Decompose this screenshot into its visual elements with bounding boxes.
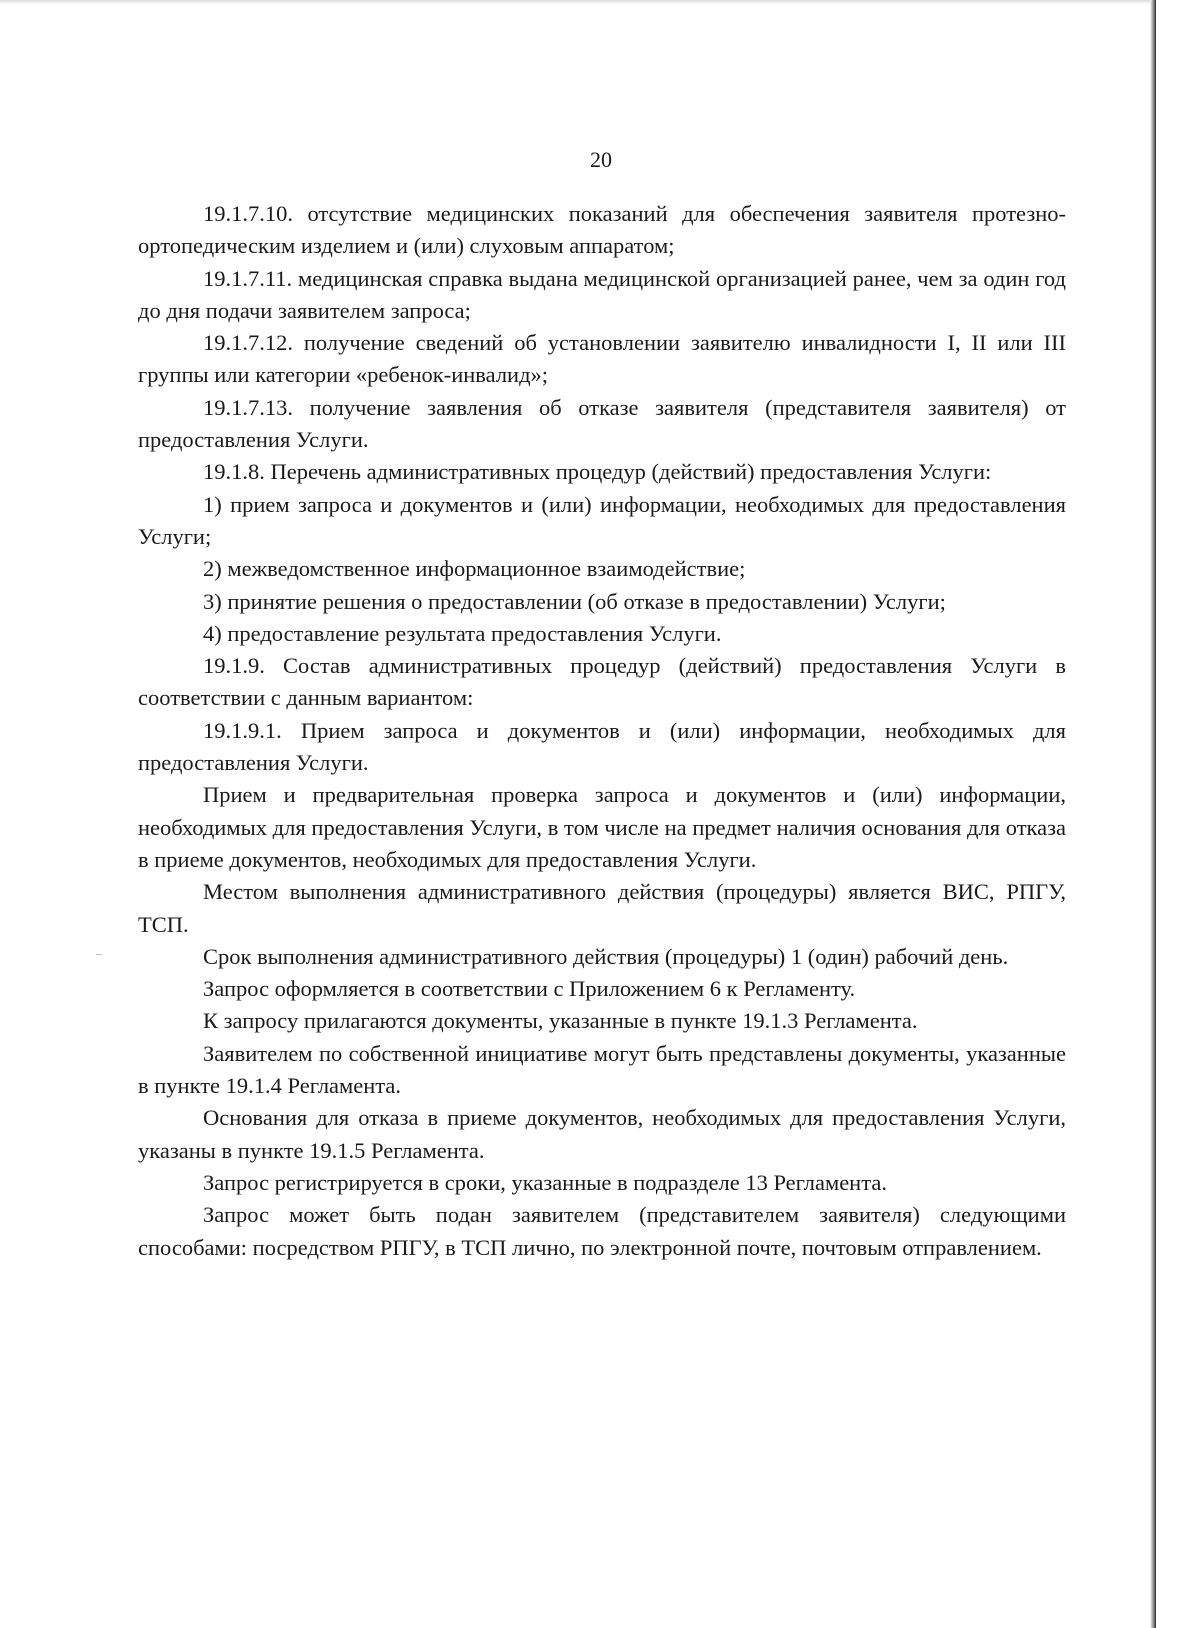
paragraph-attached-docs: К запросу прилагаются документы, указанные в пункте 19.1.3 Регламента.	[203, 1008, 918, 1034]
paragraph-refusal-grounds: Основания для отказа в приеме документов, необходимых для предоставления Услуги, указаны в пункте 19.1.5 Регламента.	[138, 1105, 1066, 1163]
document-body	[138, 198, 1066, 1264]
scan-edge-right	[1150, 0, 1156, 1628]
paragraph-19-1-7-12: 19.1.7.12. получение сведений об установлении заявителю инвалидности I, II или III группы или категории «ребенок-инвалид»;	[138, 330, 1066, 388]
paragraph-19-1-7-11: 19.1.7.11. медицинская справка выдана медицинской организацией ранее, чем за один год до дня подачи заявителем запроса;	[138, 265, 1066, 323]
scan-edge-top	[0, 0, 1156, 4]
paragraph-registration: Запрос регистрируется в сроки, указанные в подразделе 13 Регламента.	[203, 1169, 887, 1195]
paragraph-submission-methods: Запрос может быть подан заявителем (представителем заявителя) следующими способами: посредством РПГУ, в ТСП лично, по электронной почте, почтовым отправлением.	[138, 1202, 1066, 1260]
list-item-1: 1) прием запроса и документов и (или) информации, необходимых для предоставления Услуги;	[138, 491, 1066, 549]
paragraph-own-initiative: Заявителем по собственной инициативе могут быть представлены документы, указанные в пункте 19.1.4 Регламента.	[138, 1040, 1066, 1099]
page-number: 20	[590, 147, 612, 172]
scan-mark	[96, 954, 102, 955]
paragraph-19-1-8: 19.1.8. Перечень административных процедур (действий) предоставления Услуги:	[203, 459, 992, 485]
list-item-2: 2) межведомственное информационное взаимодействие;	[203, 556, 746, 582]
paragraph-term: Срок выполнения административного действия (процедуры) 1 (один) рабочий день.	[203, 943, 1009, 969]
list-item-3: 3) принятие решения о предоставлении (об отказе в предоставлении) Услуги;	[203, 588, 946, 614]
paragraph-request-form: Запрос оформляется в соответствии с Приложением 6 к Регламенту.	[203, 976, 856, 1002]
paragraph-19-1-9-1: 19.1.9.1. Прием запроса и документов и (или) информации, необходимых для предоставления Услуги.	[138, 717, 1066, 776]
list-item-4: 4) предоставление результата предоставления Услуги.	[203, 620, 722, 646]
paragraph-place: Местом выполнения административного действия (процедуры) является ВИС, РПГУ, ТСП.	[138, 879, 1066, 937]
paragraph-preliminary-check: Прием и предварительная проверка запроса и документов и (или) информации, необходимых для предоставления Услуги, в том числе на предмет наличия основания для отказа в приеме документов, необходимых для предоставления Услуги.	[138, 782, 1066, 872]
paragraph-19-1-9: 19.1.9. Состав административных процедур (действий) предоставления Услуги в соответствии с данным вариантом:	[138, 653, 1066, 711]
paragraph-19-1-7-10: 19.1.7.10. отсутствие медицинских показаний для обеспечения заявителя протезно-ортопедическим изделием и (или) слуховым аппаратом;	[138, 201, 1066, 259]
paragraph-19-1-7-13: 19.1.7.13. получение заявления об отказе заявителя (представителя заявителя) от предоставления Услуги.	[138, 394, 1066, 453]
